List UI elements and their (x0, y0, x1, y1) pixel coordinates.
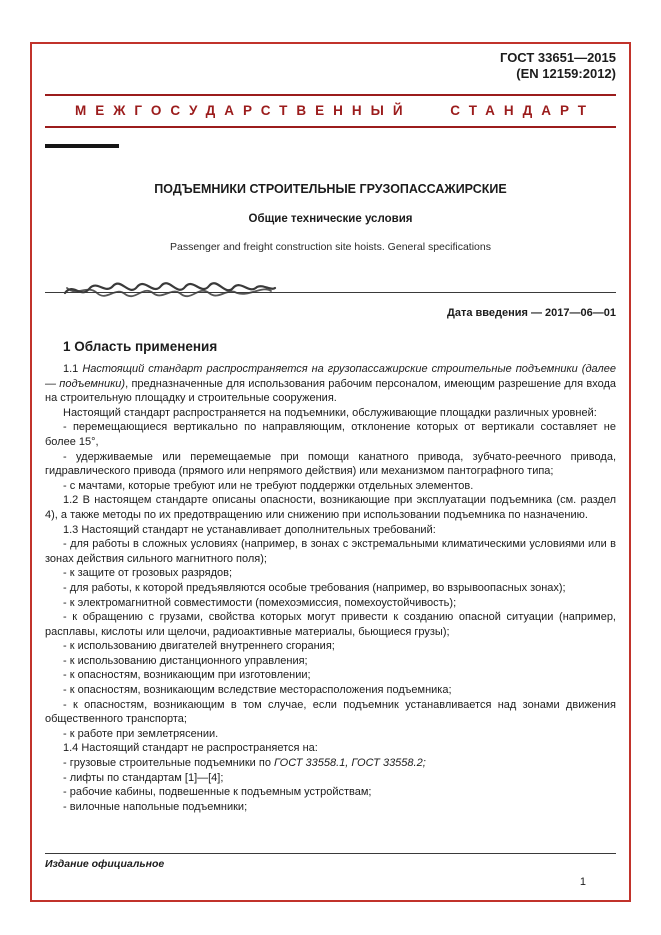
paragraph: Настоящий стандарт распространяется на подъемники, обслуживающие площадки различных уровней: (63, 406, 597, 419)
paragraph: - перемещающиеся вертикально по направляющим, отклонение которых от вертикали составляет не более 15°, (45, 421, 616, 448)
paragraph: - грузовые строительные подъемники по ГОСТ 33558.1, ГОСТ 33558.2; (63, 757, 426, 770)
page-border-frame (30, 42, 631, 902)
paragraph: - к опасностям, возникающим в том случае, если подъемник устанавливается над зонами движения общественного транспорта; (45, 698, 616, 726)
paragraph: - к электромагнитной совместимости (помехоэмиссия, помехоустойчивость); (63, 596, 457, 609)
document-page (32, 44, 629, 900)
group-code-bar (45, 144, 119, 148)
subtitle-ru: Общие технические условия (248, 213, 413, 225)
standard-type-band (45, 94, 616, 128)
official-edition-note: Издание официальное (45, 858, 165, 870)
doc-id-block (45, 50, 616, 82)
paragraph: - с мачтами, которые требуют или не требуют поддержки отдельных элементов. (63, 479, 474, 492)
paragraph: - удерживаемые или перемещаемые при помощи канатного привода, зубчато-реечного привода, гидравлического привода (прямого или непрямого действия) или механизмом пантографного типа; (45, 450, 616, 478)
doc-number: ГОСТ 33651—2015 (500, 50, 616, 65)
separator-rule (45, 292, 616, 293)
page-footer (45, 853, 616, 888)
paragraph: - для работы, к которой предъявляются особые требования (например, во взрывоопасных зонах); (63, 581, 566, 594)
doc-number-en: (EN 12159:2012) (516, 66, 616, 81)
title-block (45, 182, 616, 254)
paragraph: - вилочные напольные подъемники; (63, 800, 248, 813)
introduction-date: Дата введения — 2017—06—01 (447, 307, 616, 319)
paragraph: - рабочие кабины, подвешенные к подъемным устройствам; (63, 786, 372, 799)
footer-rule (45, 853, 616, 854)
paragraph: - к защите от грозовых разрядов; (63, 567, 233, 580)
section-1-title: 1 Область применения (63, 339, 218, 354)
standard-type-heading: МЕЖГОСУДАРСТВЕННЫЙ СТАНДАРТ (74, 103, 596, 118)
paragraph: - к работе при землетрясении. (63, 727, 219, 740)
paragraph: 1.2 В настоящем стандарте описаны опасности, возникающие при эксплуатации подъемника (см. раздел 4), а также методы по их предотвращению или снижению при использовании подъемника по назначению. (45, 494, 616, 521)
paragraph: - лифты по стандартам [1]—[4]; (63, 771, 224, 784)
title-ru: ПОДЪЕМНИКИ СТРОИТЕЛЬНЫЕ ГРУЗОПАССАЖИРСКИЕ (154, 182, 507, 196)
paragraph: - к обращению с грузами, свойства которых могут привести к созданию опасной ситуации (например, расплавы, кислоты или щелочи, радиоактивные материалы, бьющиеся грузы); (45, 611, 616, 638)
band-bottom-rule (45, 126, 616, 128)
paragraph: 1.4 Настоящий стандарт не распространяется на: (63, 742, 318, 755)
section-body (45, 362, 616, 814)
paragraph: - к опасностям, возникающим вследствие месторасположения подъемника; (63, 684, 452, 697)
paragraph: 1.3 Настоящий стандарт не устанавливает дополнительных требований: (63, 523, 436, 536)
paragraph: - для работы в сложных условиях (например, в зонах с экстремальными климатическими условиями или в зонах действия сильного магнитного поля); (45, 538, 616, 565)
paragraph: 1.1 Настоящий стандарт распространяется на грузопассажирские строительные подъемники (далее — подъемники), предназначенные для использования рабочим персоналом, имеющим разрешение для входа на строительную площадку и строительные сооружения. (45, 363, 616, 405)
handwritten-scribble-redaction (63, 278, 278, 304)
title-en: Passenger and freight construction site hoists. General specifications (169, 241, 491, 253)
page-number: 1 (579, 876, 586, 888)
paragraph: - к использованию дистанционного управления; (63, 654, 308, 667)
paragraph: - к использованию двигателей внутреннего сгорания; (63, 640, 335, 653)
paragraph: - к опасностям, возникающим при изготовлении; (63, 669, 311, 682)
